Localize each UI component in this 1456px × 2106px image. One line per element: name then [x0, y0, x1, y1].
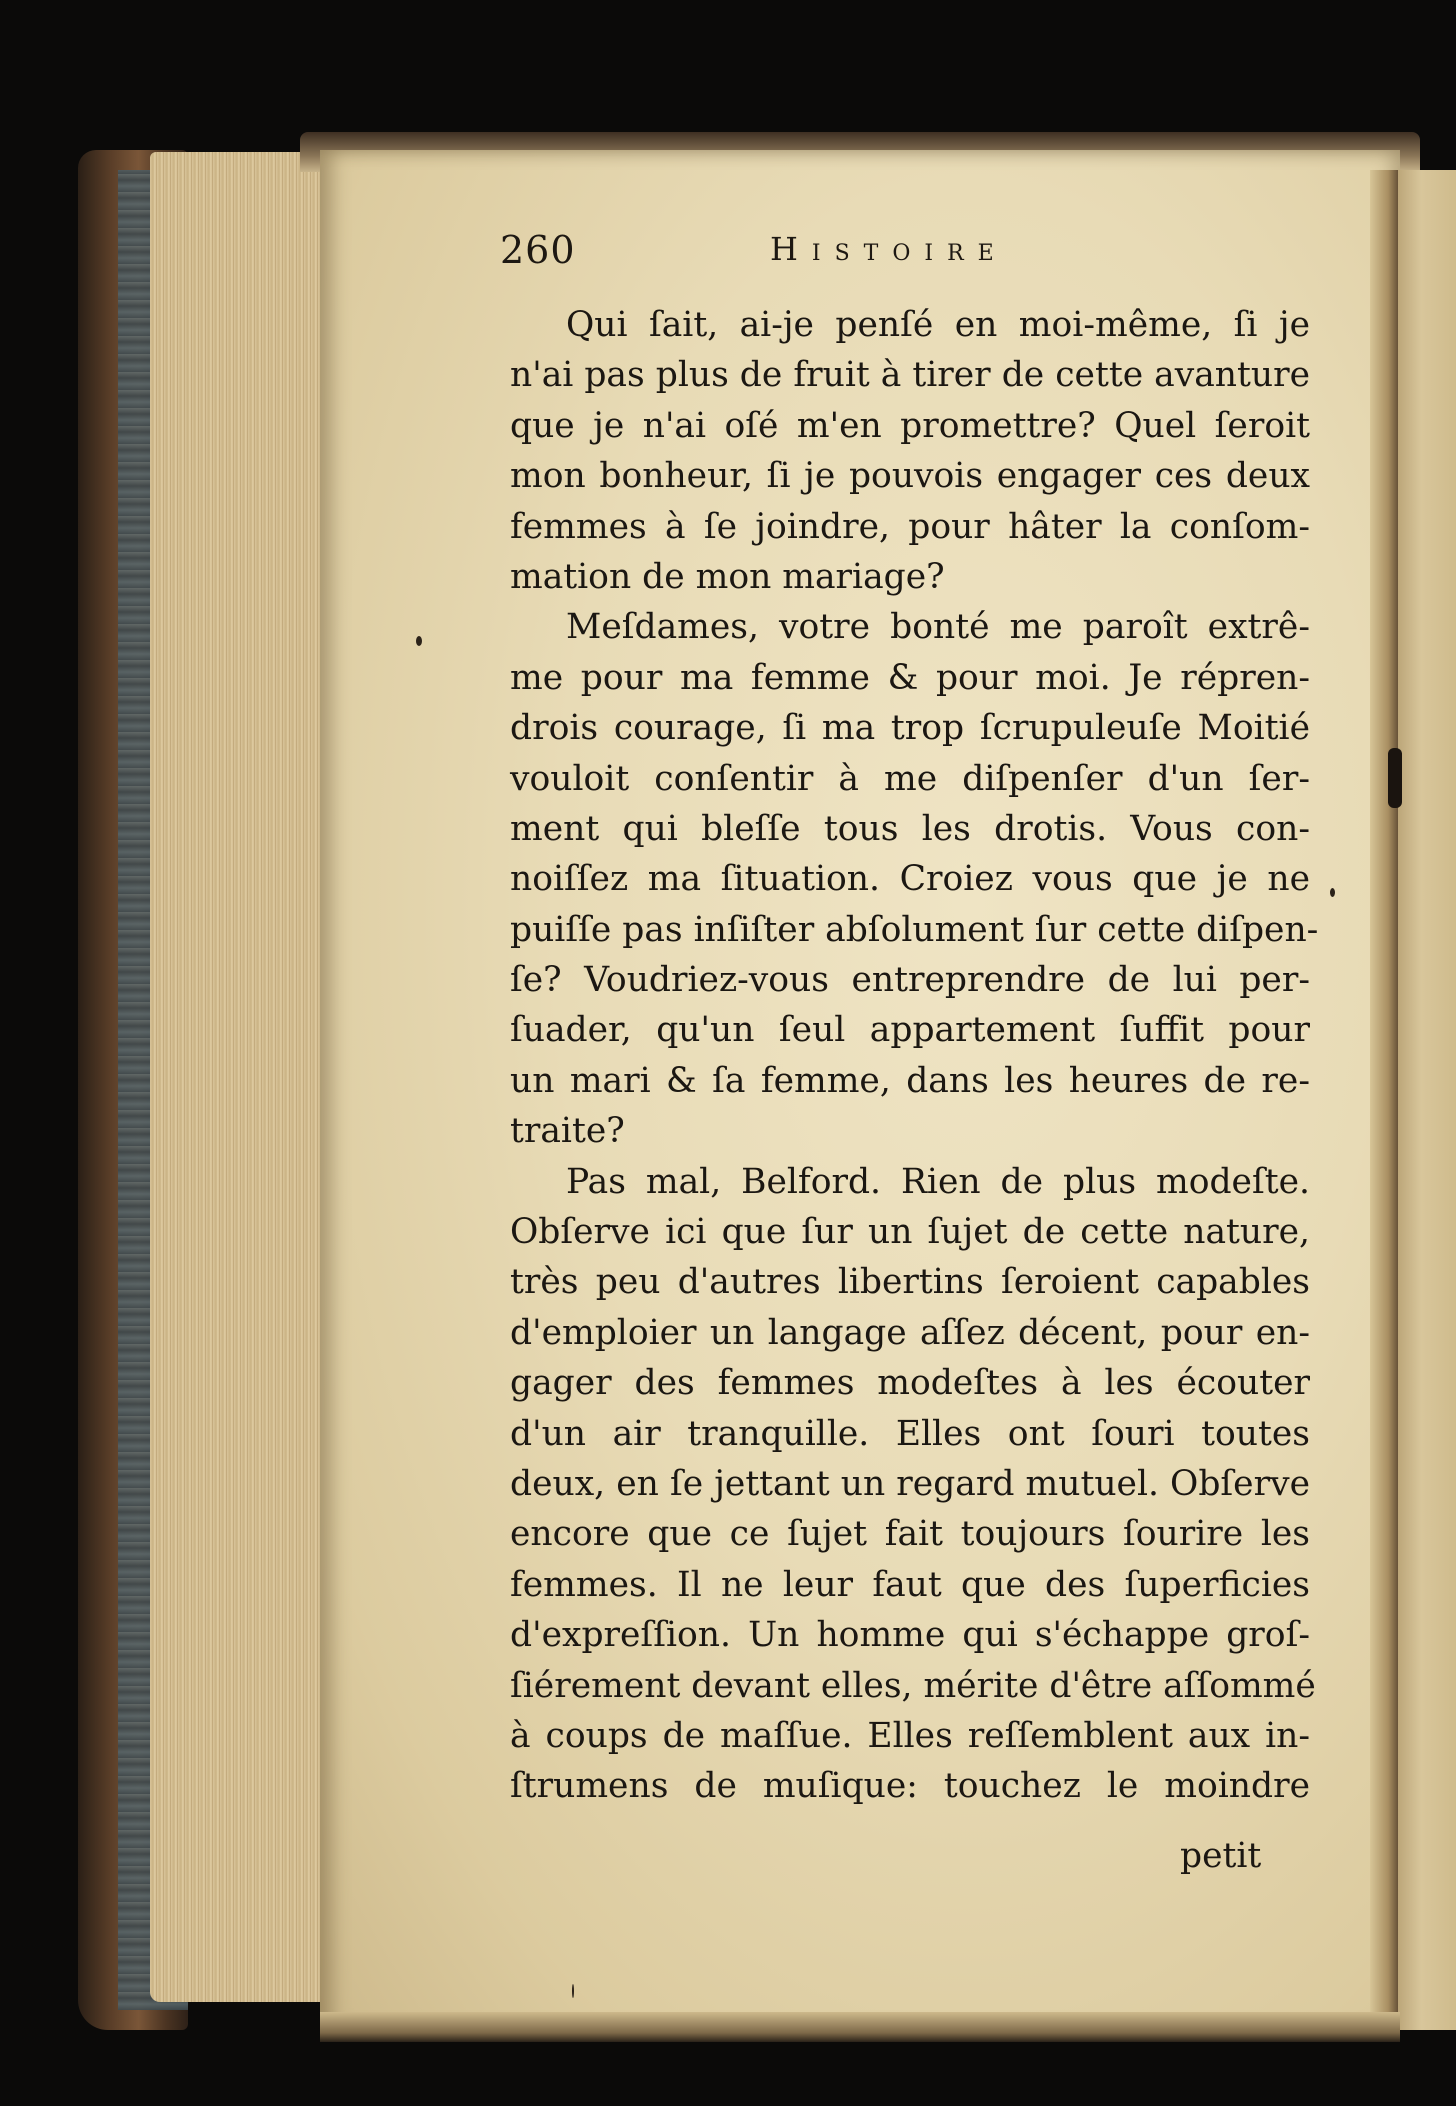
text-line: deux, en ſe jettant un regard mutuel. Obſerve	[510, 1463, 1310, 1504]
text-line: à coups de maſſue. Elles reſſemblent aux in-	[510, 1715, 1310, 1756]
text-line: un mari & ſa femme, dans les heures de re-	[510, 1060, 1310, 1101]
paper-speck	[1330, 888, 1335, 897]
text-line: vouloit conſentir à me diſpenſer d'un ſer-	[510, 758, 1310, 799]
text-line: Obſerve ici que ſur un ſujet de cette nature,	[510, 1212, 1310, 1253]
text-line: ſtrumens de muſique: touchez le moindre	[510, 1766, 1310, 1807]
text-line: puiſſe pas inſiſter abſolument ſur cette diſpen-	[510, 909, 1319, 950]
paper-speck	[416, 636, 422, 646]
text-line: n'ai pas plus de fruit à tirer de cette avanture	[510, 355, 1310, 396]
text-line: femmes. Il ne leur faut que des ſuperficies	[510, 1564, 1310, 1605]
text-line: Pas mal, Belford. Rien de plus modeſte.	[566, 1161, 1310, 1202]
text-line: d'un air tranquille. Elles ont ſouri toutes	[510, 1413, 1310, 1454]
body-text	[510, 300, 1319, 1812]
text-line: gager des femmes modeſtes à les écouter	[510, 1363, 1310, 1404]
text-line: d'emploier un langage aſſez décent, pour en-	[510, 1312, 1310, 1353]
catchword: petit	[1180, 1836, 1262, 1876]
text-line: traite?	[510, 1111, 625, 1152]
page-number: 260	[500, 228, 576, 272]
text-line: mon bonheur, ſi je pouvois engager ces deux	[510, 456, 1310, 497]
binding-clip	[1388, 748, 1402, 808]
text-line: noiſſez ma ſituation. Croiez vous que je ne	[510, 859, 1310, 900]
page-header	[500, 228, 1320, 278]
text-line: ſuader, qu'un ſeul appartement ſuffit pour	[510, 1010, 1310, 1051]
text-line: ſiérement devant elles, mérite d'être aſſommé	[510, 1665, 1316, 1706]
text-line: très peu d'autres libertins ſeroient capables	[510, 1262, 1310, 1303]
text-line: que je n'ai oſé m'en promettre? Quel ſeroit	[510, 405, 1310, 446]
text-line: encore que ce ſujet fait toujours ſourire les	[510, 1514, 1310, 1555]
text-line: d'expreſſion. Un homme qui s'échappe groſ-	[510, 1615, 1310, 1656]
text-line: drois courage, ſi ma trop ſcrupuleuſe Moitié	[510, 708, 1310, 749]
bottom-page-edge	[320, 2012, 1400, 2042]
page-edges	[150, 152, 330, 2002]
text-line: mation de mon mariage?	[510, 556, 945, 597]
paper-speck	[572, 1984, 574, 1998]
page-gutter	[1370, 170, 1400, 2030]
facing-page-edge	[1398, 170, 1456, 2030]
text-line: me pour ma femme & pour moi. Je répren-	[510, 657, 1310, 698]
text-line: femmes à ſe joindre, pour hâter la conſom-	[510, 506, 1310, 547]
text-line: Meſdames, votre bonté me paroît extrê-	[566, 607, 1310, 648]
text-line: ſe? Voudriez-vous entreprendre de lui per-	[510, 960, 1310, 1001]
running-title: Histoire	[770, 230, 1008, 268]
text-line: Qui ſait, ai-je penſé en moi-même, ſi je	[566, 305, 1310, 345]
text-line: ment qui bleſſe tous les drotis. Vous con-	[510, 808, 1310, 849]
